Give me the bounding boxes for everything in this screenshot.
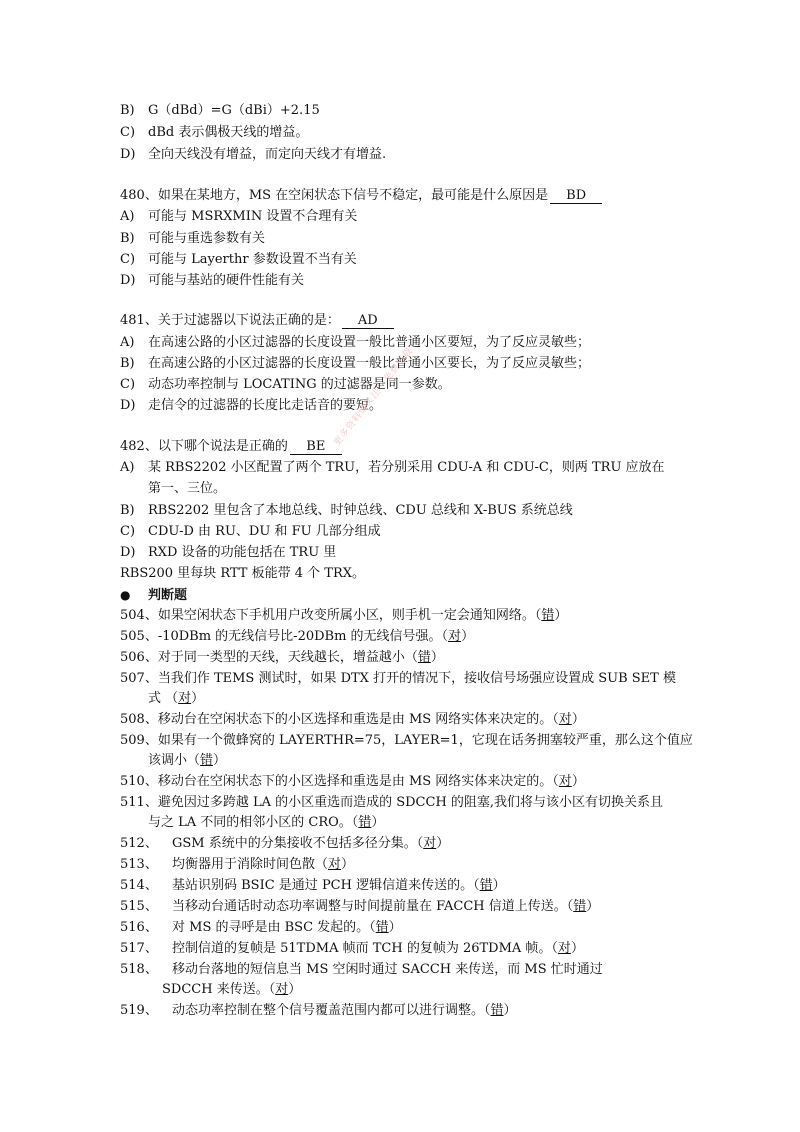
q480-option-a: A) 可能与 MSRXMIN 设置不合理有关 [120,209,358,224]
answer-blank: BD [550,189,602,204]
q481-option-c: C) 动态功率控制与 LOCATING 的过滤器是同一参数。 [120,377,451,392]
tf-item-504: 504、如果空闲状态下手机用户改变所属小区，则手机一定会通知网络。（错） [120,608,568,623]
watermark: 更多资料请关注 · 免费下载 [332,346,416,449]
bullet-icon: ● [120,588,131,602]
q480-option-d: D) 可能与基站的硬件性能有关 [120,273,305,288]
tf-item-519: 519、 动态功率控制在整个信号覆盖范围内都可以进行调整。（错） [120,1003,517,1018]
tf-item-511-cont: 与之 LA 不同的相邻小区的 CRO。（错） [148,815,385,830]
tf-item-508: 508、移动台在空闲状态下的小区选择和重选是由 MS 网络实体来决定的。（对） [120,712,585,727]
tf-item-517: 517、 控制信道的复帧是 51TDMA 帧而 TCH 的复帧为 26TDMA 帧。（对） [120,941,584,956]
section-heading: ● 判断题 [120,588,188,603]
tf-item-512: 512、 GSM 系统中的分集接收不包括多径分集。（对） [120,836,450,851]
prev-option-d: D) 全向天线没有增益，而定向天线才有增益. [120,147,387,162]
q482-option-b: B) RBS2202 里包含了本地总线、时钟总线、CDU 总线和 X-BUS 系统总线 [120,503,573,518]
question-480-stem: 480、如果在某地方，MS 在空闲状态下信号不稳定，最可能是什么原因是 BD [120,187,720,205]
tf-item-509-cont: 该调小（错） [148,753,227,768]
question-482-stem: 482、以下哪个说法是正确的 BE [120,438,720,456]
tf-item-513: 513、 均衡器用于消除时间色散（对） [120,857,355,872]
q481-option-d: D) 走信令的过滤器的长度比走话音的要短。 [120,398,383,413]
q482-extra-line: RBS200 里每块 RTT 板能带 4 个 TRX。 [120,566,365,581]
tf-item-514: 514、 基站识别码 BSIC 是通过 PCH 逻辑信道来传送的。（错） [120,878,506,893]
tf-item-506: 506、对于同一类型的天线，天线越长，增益越小（错） [120,650,444,665]
tf-item-507-cont: 式 （对） [148,691,205,706]
prev-option-b: B) G（dBd）=G（dBi）+2.15 [120,103,320,118]
tf-item-509: 509、如果有一个微蜂窝的 LAYERTHR=75，LAYER=1，它现在话务拥塞较严重，那么这个值应 [120,733,693,748]
tf-item-518-cont: SDCCH 来传送。（对） [162,982,302,997]
q480-option-c: C) 可能与 Layerthr 参数设置不当有关 [120,252,357,267]
q482-option-d: D) RXD 设备的功能包括在 TRU 里 [120,545,337,560]
q480-option-b: B) 可能与重选参数有关 [120,231,266,246]
prev-option-c: C) dBd 表示偶极天线的增益。 [120,125,309,140]
q481-option-b: B) 在高速公路的小区过滤器的长度设置一般比普通小区要长，为了反应灵敏些； [120,356,591,371]
tf-item-511: 511、避免因过多跨越 LA 的小区重选而造成的 SDCCH 的阻塞,我们将与该小区有切换关系且 [120,795,664,810]
q481-option-a: A) 在高速公路的小区过滤器的长度设置一般比普通小区要短，为了反应灵敏些； [120,335,591,350]
tf-item-516: 516、 对 MS 的寻呼是由 BSC 发起的。（错） [120,920,402,935]
answer-blank: AD [342,314,394,329]
q482-option-a-line2: 第一、三位。 [148,481,227,496]
tf-item-518: 518、 移动台落地的短信息当 MS 空闲时通过 SACCH 来传送，而 MS 忙时通过 [120,962,603,977]
tf-item-510: 510、移动台在空闲状态下的小区选择和重选是由 MS 网络实体来决定的。（对） [120,774,585,789]
q482-option-a-line1: A) 某 RBS2202 小区配置了两个 TRU，若分别采用 CDU-A 和 CDU-C，则两 TRU 应放在 [120,460,665,475]
question-481-stem: 481、关于过滤器以下说法正确的是： AD [120,312,720,330]
answer-blank: BE [290,440,342,455]
tf-item-505: 505、-10DBm 的无线信号比-20DBm 的无线信号强。（对） [120,629,475,644]
tf-item-515: 515、 当移动台通话时动态功率调整与时间提前量在 FACCH 信道上传送。（错） [120,899,600,914]
q482-option-c: C) CDU-D 由 RU、DU 和 FU 几部分组成 [120,524,381,539]
tf-item-507: 507、当我们作 TEMS 测试时，如果 DTX 打开的情况下，接收信号场强应设置成 SUB SET 模 [120,671,676,686]
